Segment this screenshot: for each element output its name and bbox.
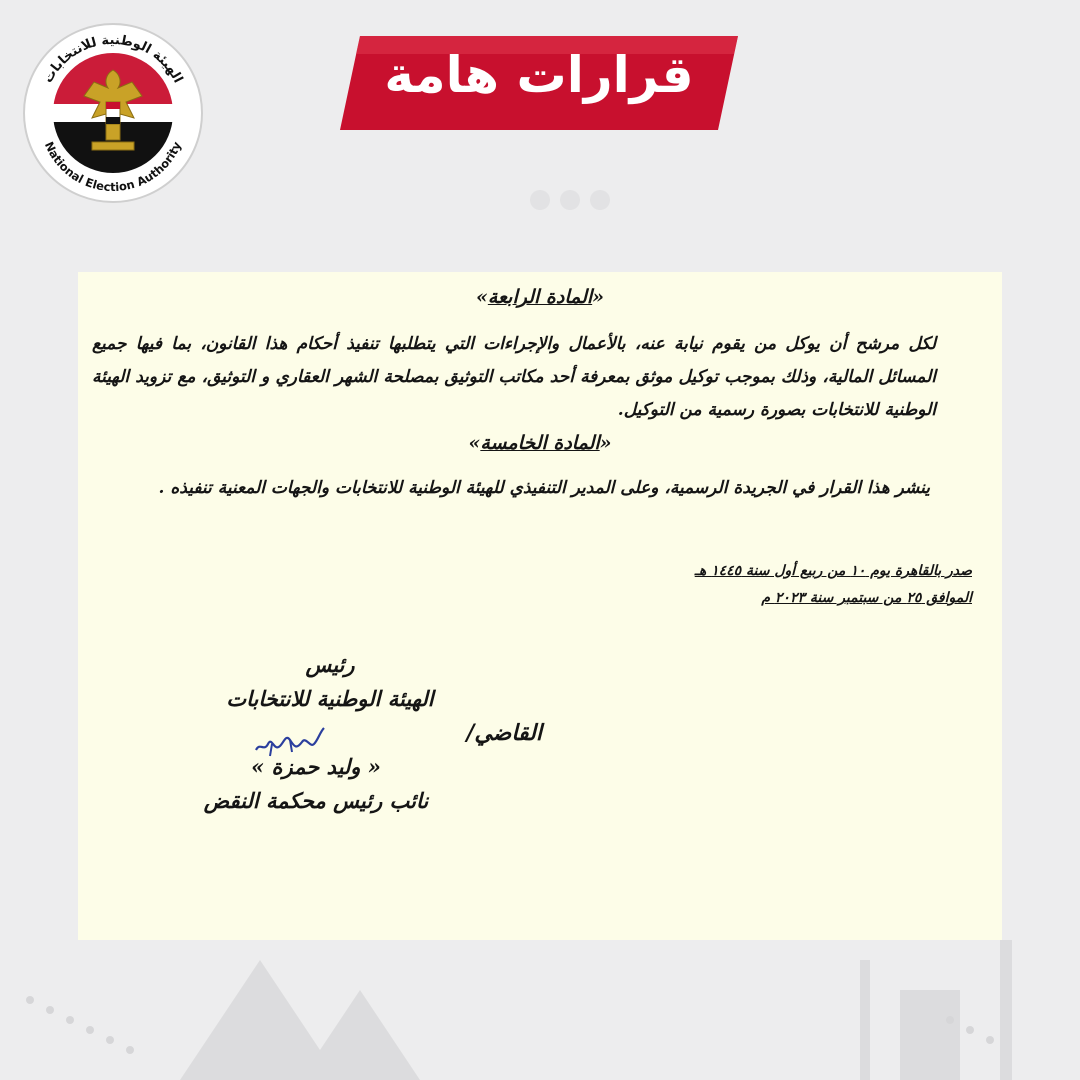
- national-election-authority-logo: [22, 22, 204, 204]
- article-4-text: لكل مرشح أن يوكل من يقوم نيابة عنه، بالأعمال والإجراءات التي يتطلبها تنفيذ أحكام هذا القانون، بما فيها جميع المسائل المالية، وذلك بموجب توكيل موثق بمعرفة أحد مكاتب التوثيق بمصلحة الشهر العقاري و التوثيق، مع تزويد الهيئة الوطنية للانتخابات بصورة رسمية من التوكيل.: [92, 334, 936, 420]
- svg-text:National Election Authority: [42, 139, 184, 194]
- signatory-position: نائب رئيس محكمة النقض: [203, 788, 429, 813]
- issue-date: [695, 558, 972, 612]
- decree-document: [78, 272, 1002, 940]
- article-5-heading-text: المادة الخامسة: [480, 432, 600, 454]
- judge-label: القاضي/: [466, 720, 542, 746]
- signatory-name-wrap: « وليد حمزة »: [251, 754, 381, 779]
- issue-date-hijri: صدر بالقاهرة يوم ١٠ من ربيع أول سنة ١٤٤٥ هـ: [694, 563, 972, 579]
- signatory-title: [120, 648, 540, 716]
- article-5-text: ينشر هذا القرار في الجريدة الرسمية، وعلى المدير التنفيذي للهيئة الوطنية للانتخابات والجهات المعنية تنفيذه .: [158, 478, 930, 498]
- title-banner: [340, 36, 738, 130]
- logo-english-text: National Election Authority: [41, 139, 185, 195]
- article-5-heading: «المادة الخامسة»: [468, 432, 612, 454]
- signatory-name: وليد حمزة: [271, 754, 361, 779]
- signatory-block: [176, 750, 456, 818]
- signatory-title-line2: الهيئة الوطنية للانتخابات: [226, 686, 434, 711]
- issue-date-gregorian: الموافق ٢٥ من سبتمبر سنة ٢٠٢٣ م: [761, 590, 972, 606]
- logo-arabic-text: الهيئة الوطنية للانتخابات: [40, 32, 186, 86]
- signatory-title-line1: رئيس: [305, 652, 355, 677]
- banner-title: قرارات هامة: [384, 46, 694, 104]
- article-4-heading-text: المادة الرابعة: [487, 286, 593, 308]
- article-4-heading: «المادة الرابعة»: [475, 286, 605, 308]
- svg-text:الهيئة الوطنية للانتخابات: [41, 33, 186, 86]
